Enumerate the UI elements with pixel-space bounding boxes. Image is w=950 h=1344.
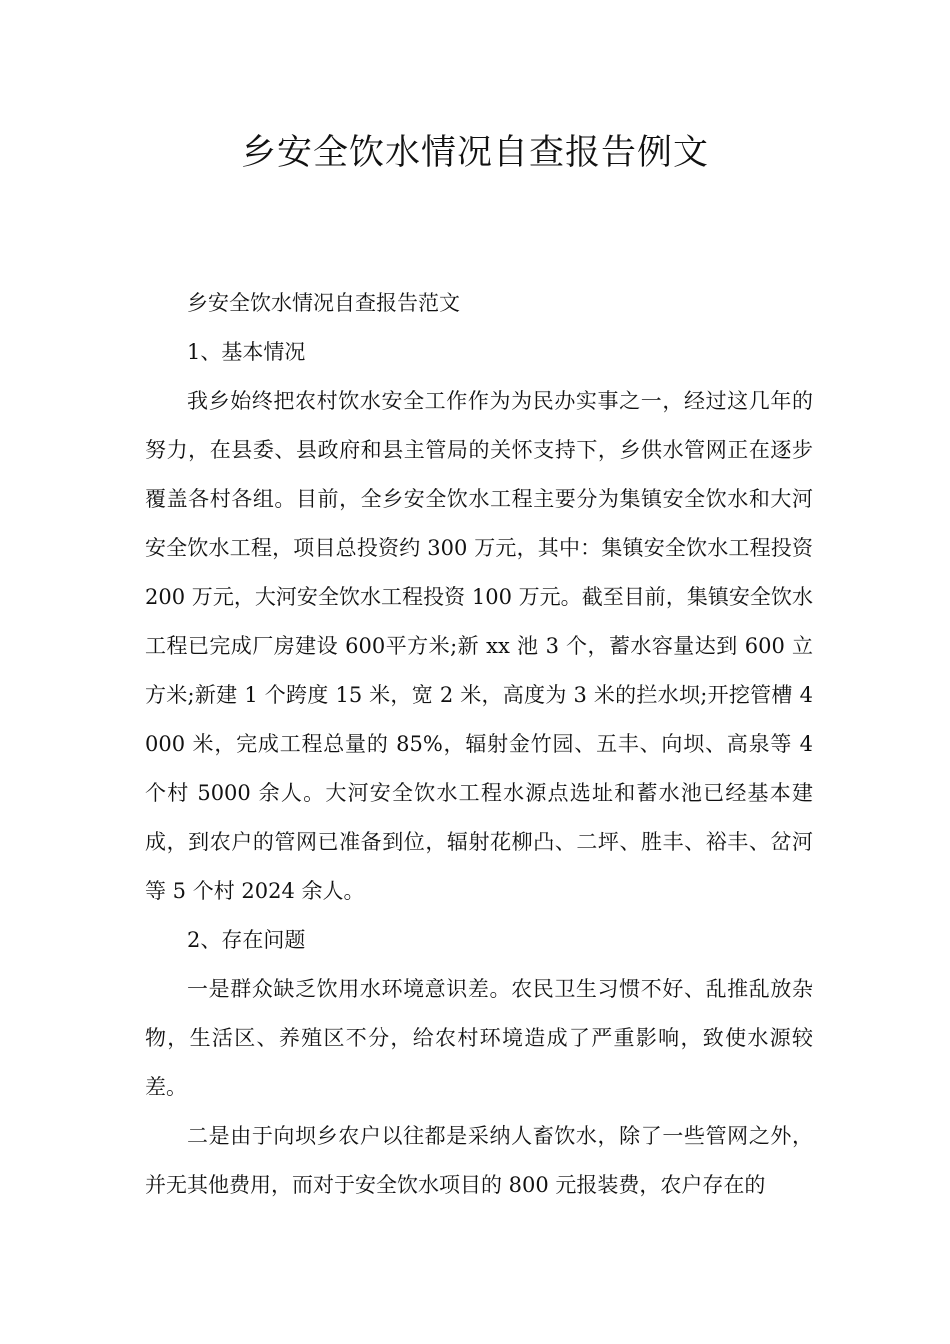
body-paragraph: 二是由于向坝乡农户以往都是采纳人畜饮水，除了一些管网之外，并无其他费用，而对于安全饮水项目的 800 元报装费，农户存在的 (145, 1124, 813, 1197)
body-paragraph: 一是群众缺乏饮用水环境意识差。农民卫生习惯不好、乱推乱放杂物，生活区、养殖区不分，给农村环境造成了严重影响，致使水源较差。 (145, 977, 813, 1099)
section-heading-basic-situation: 1、基本情况 (187, 340, 306, 364)
document-body (145, 279, 813, 1210)
subtitle-paragraph: 乡安全饮水情况自查报告范文 (187, 291, 460, 315)
section-heading-existing-problems: 2、存在问题 (187, 928, 306, 952)
document-title: 乡安全饮水情况自查报告例文 (240, 133, 709, 173)
body-paragraph: 我乡始终把农村饮水安全工作作为为民办实事之一，经过这几年的努力，在县委、县政府和县主管局的关怀支持下，乡供水管网正在逐步覆盖各村各组。目前，全乡安全饮水工程主要分为集镇安全饮水和大河安全饮水工程，项目总投资约 300 万元，其中：集镇安全饮水工程投资 200 万元，大河安全饮水工程投资 100 万元。截至目前，集镇安全饮水工程已完成厂房建设 600平方米;新 xx 池 3 个，蓄水容量达到 600 立方米;新建 1 个跨度 15 米，宽 2 米，高度为 3 米的拦水坝;开挖管槽 4000 米，完成工程总量的 85%，辐射金竹园、五丰、向坝、高泉等 4 个村 5000 余人。大河安全饮水工程水源点选址和蓄水池已经基本建成，到农户的管网已准备到位，辐射花柳凸、二坪、胜丰、裕丰、岔河等 5 个村 2024 余人。 (145, 389, 813, 903)
